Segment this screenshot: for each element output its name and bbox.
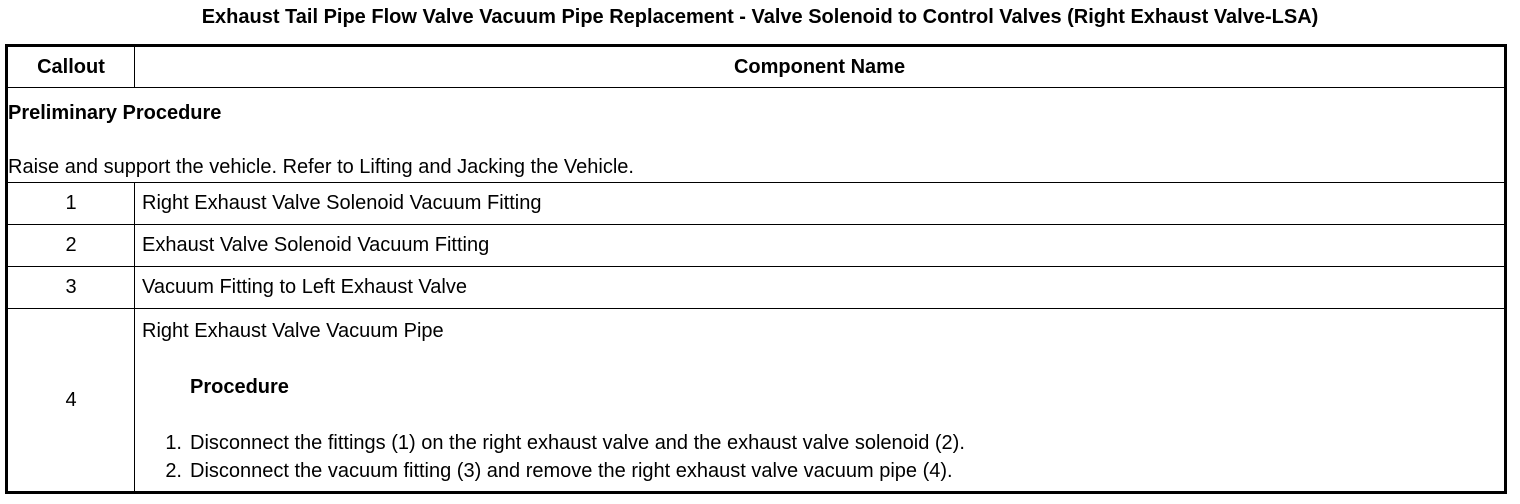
document-title: Exhaust Tail Pipe Flow Valve Vacuum Pipe Replacement - Valve Solenoid to Control Valves (Right Exhaust Valve-LSA) xyxy=(201,6,1319,28)
component-name-text: Right Exhaust Valve Vacuum Pipe xyxy=(142,320,444,342)
callout-cell: 1 xyxy=(7,183,135,225)
component-name-cell xyxy=(135,309,1506,493)
procedure-steps-list xyxy=(142,429,1504,485)
table-header-row xyxy=(7,46,1506,88)
callout-cell: 3 xyxy=(7,267,135,309)
preliminary-procedure-text: Raise and support the vehicle. Refer to Lifting and Jacking the Vehicle. xyxy=(8,155,634,178)
component-table xyxy=(5,44,1507,494)
component-name-cell: Vacuum Fitting to Left Exhaust Valve xyxy=(135,267,1506,309)
step-text: Disconnect the vacuum fitting (3) and remove the right exhaust valve vacuum pipe (4). xyxy=(190,460,953,482)
procedure-title: Procedure xyxy=(190,376,289,398)
callout-cell: 2 xyxy=(7,225,135,267)
preliminary-procedure-title: Preliminary Procedure xyxy=(8,101,222,124)
table-row xyxy=(7,267,1506,309)
table-row xyxy=(7,183,1506,225)
callout-column-header: Callout xyxy=(7,46,135,88)
callout-cell: 4 xyxy=(7,309,135,493)
table-row xyxy=(7,225,1506,267)
component-name-cell: Right Exhaust Valve Solenoid Vacuum Fitting xyxy=(135,183,1506,225)
step-text: Disconnect the fittings (1) on the right exhaust valve and the exhaust valve solenoid (2). xyxy=(190,432,965,454)
step-number: 1. xyxy=(165,432,182,454)
component-name-column-header: Component Name xyxy=(135,46,1506,88)
preliminary-procedure-cell xyxy=(7,88,1506,183)
procedure-step xyxy=(142,429,1504,457)
procedure-step xyxy=(142,457,1504,485)
component-name-cell: Exhaust Valve Solenoid Vacuum Fitting xyxy=(135,225,1506,267)
table-row xyxy=(7,309,1506,493)
preliminary-procedure-row xyxy=(7,88,1506,183)
step-number: 2. xyxy=(165,460,182,482)
